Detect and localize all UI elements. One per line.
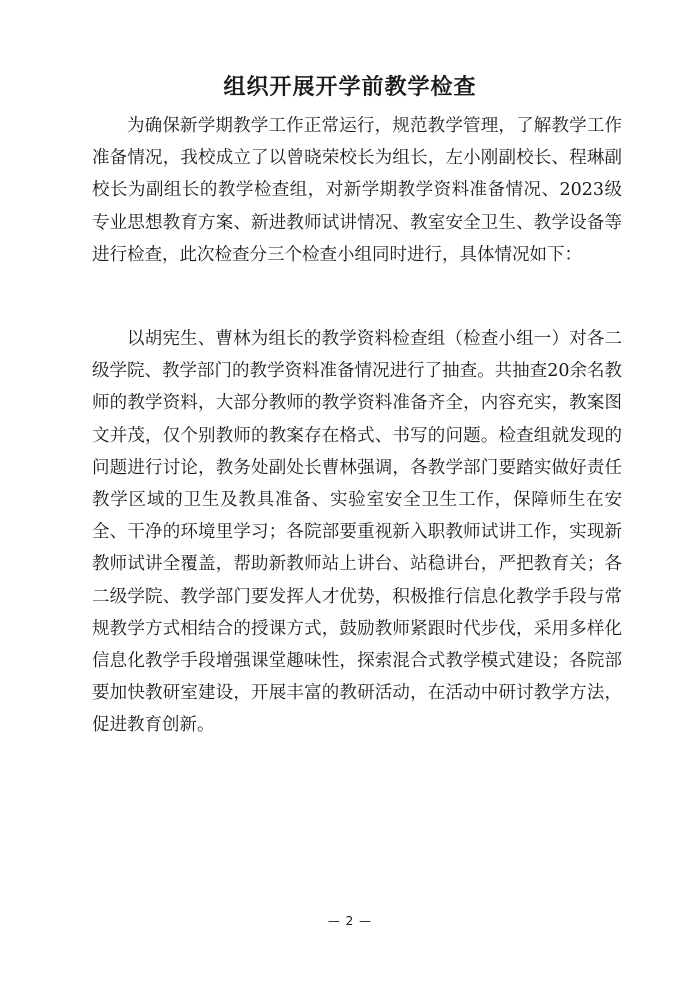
page-number: — 2 — — [327, 914, 373, 928]
paragraph-2: 以胡宪生、曹林为组长的教学资料检查组（检查小组一）对各二级学院、教学部门的教学资料准备情况进行了抽查。共抽查20余名教师的教学资料，大部分教师的教学资料准备齐全，内容充实，教案图文并茂，仅个别教师的教案存在格式、书写的问题。检查组就发现的问题进行讨论，教务处副处长曹林强调，各教学部门要踏实做好责任教学区域的卫生及教具准备、实验室安全卫生工作，保障师生在安全、干净的环境里学习；各院部要重视新入职教师试讲工作，实现新教师试讲全覆盖，帮助新教师站上讲台、站稳讲台，严把教育关；各二级学院、教学部门要发挥人才优势，积极推行信息化教学手段与常规教学方式相结合的授课方式，鼓励教师紧跟时代步伐，采用多样化信息化教学手段增强课堂趣味性，探索混合式教学模式建设；各院部要加快教研室建设，开展丰富的教研活动，在活动中研讨教学方法，促进教育创新。 — [92, 329, 622, 736]
document-title: 组织开展开学前教学检查 — [223, 75, 477, 100]
paragraph-1: 为确保新学期教学工作正常运行，规范教学管理，了解教学工作准备情况，我校成立了以曾晓荣校长为组长，左小刚副校长、程琳副校长为副组长的教学检查组，对新学期教学资料准备情况、2023级专业思想教育方案、新进教师试讲情况、教室安全卫生、教学设备等进行检查，此次检查分三个检查小组同时进行，具体情况如下： — [92, 116, 622, 265]
